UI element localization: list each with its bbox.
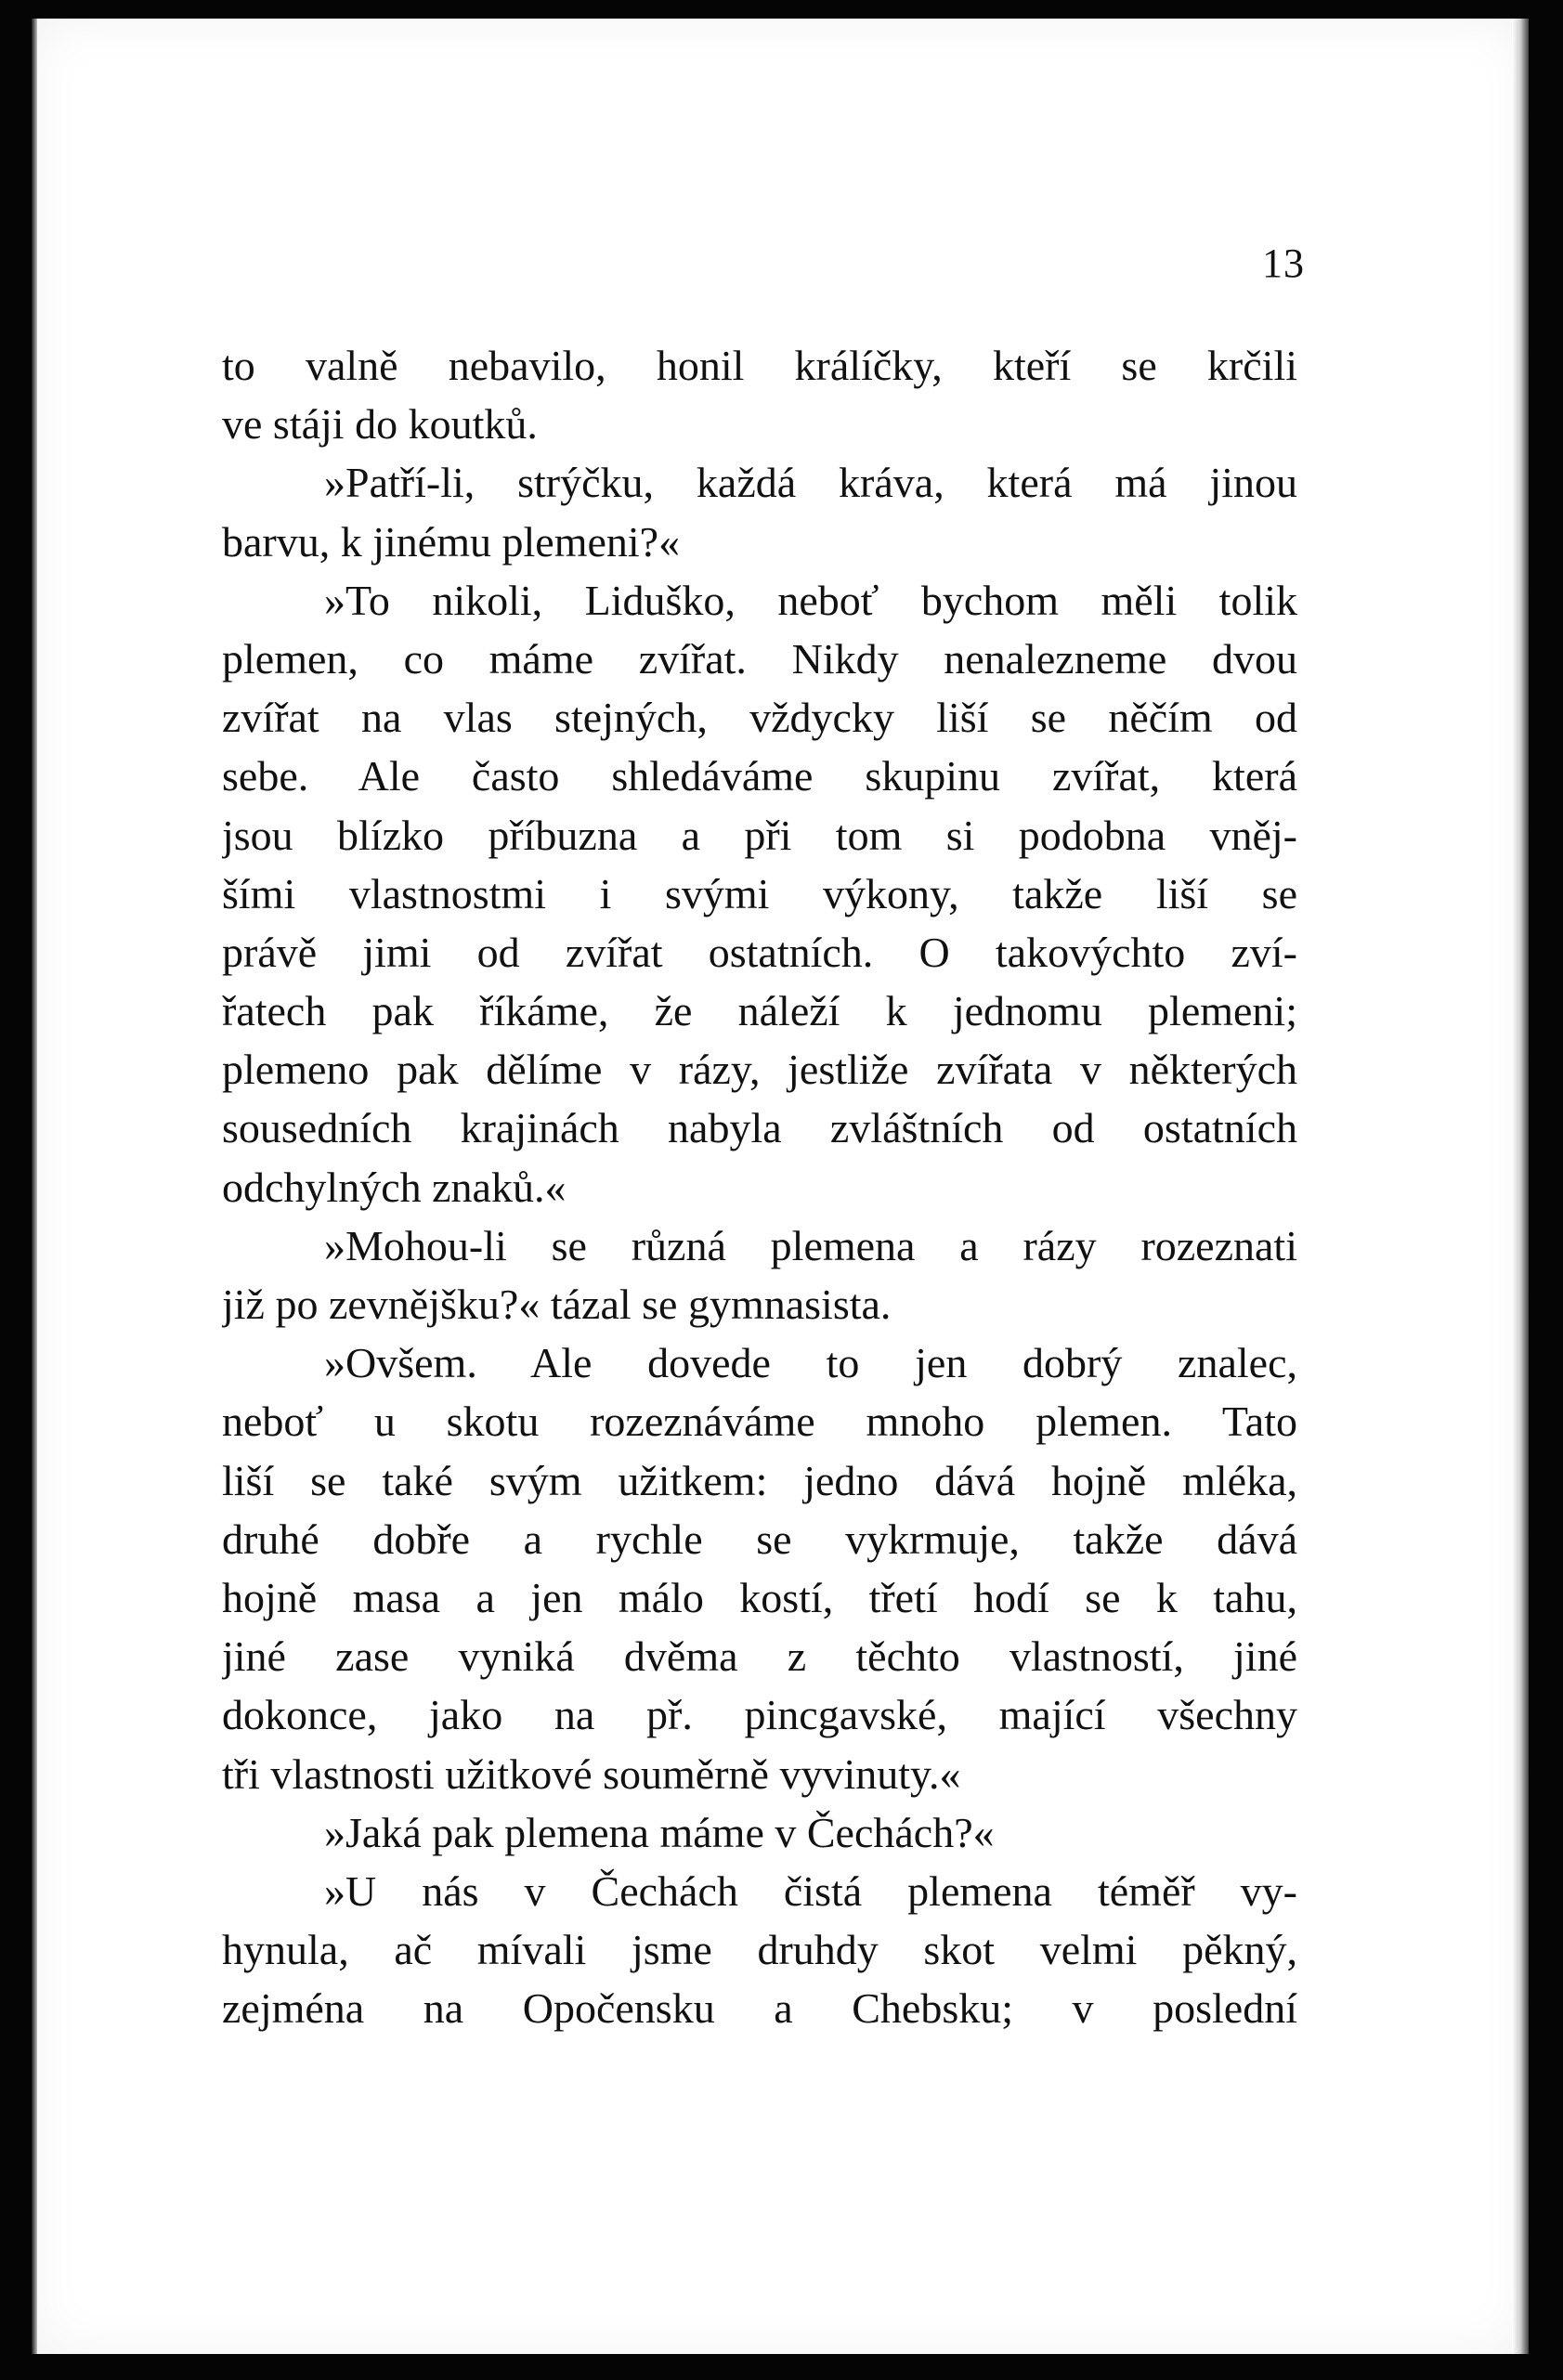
text-line: plemen, co máme zvířat. Nikdy nenalezneme dvou <box>222 634 1297 683</box>
text-line: jsou blízko příbuzna a při tom si podobna vněj- <box>222 811 1297 859</box>
text-line: barvu, k jinému plemeni?« <box>222 517 681 566</box>
text-line: hynula, ač mívali jsme druhdy skot velmi pěkný, <box>222 1926 1297 1974</box>
text-line: dokonce, jako na př. pincgavské, mající všechny <box>222 1691 1297 1739</box>
text-line: »To nikoli, Liduško, neboť bychom měli tolik <box>324 576 1297 624</box>
text-line: plemeno pak dělíme v rázy, jestliže zvířata v některých <box>222 1046 1297 1094</box>
text-line: zejména na Opočensku a Chebsku; v poslední <box>222 1984 1297 2033</box>
text-line: ve stáji do koutků. <box>222 400 538 449</box>
text-line: již po zevnějšku?« tázal se gymnasista. <box>222 1281 892 1328</box>
text-line: »Jaká pak plemena máme v Čechách?« <box>324 1808 995 1856</box>
page-number: 13 <box>1262 241 1305 286</box>
text-line: hojně masa a jen málo kostí, třetí hodí se k tahu, <box>222 1573 1297 1621</box>
text-line: právě jimi od zvířat ostatních. O takovýchto zví- <box>222 928 1297 976</box>
text-line: »Mohou-li se různá plemena a rázy rozeznati <box>324 1221 1297 1269</box>
text-line: šími vlastnostmi i svými výkony, takže liší se <box>222 869 1297 917</box>
text-line: neboť u skotu rozeznáváme mnoho plemen. Tato <box>222 1398 1297 1446</box>
body-text <box>222 336 1297 2037</box>
text-line: druhé dobře a rychle se vykrmuje, takže dává <box>222 1515 1297 1563</box>
text-line: »Patří-li, strýčku, každá kráva, která má jinou <box>324 459 1297 507</box>
text-line: »Ovšem. Ale dovede to jen dobrý znalec, <box>324 1339 1297 1387</box>
page-right-edge <box>1512 19 1529 2354</box>
text-line: jiné zase vyniká dvěma z těchto vlastností, jiné <box>222 1632 1297 1681</box>
text-line: to valně nebavilo, honil králíčky, kteří se krčili <box>222 342 1297 389</box>
text-line: tři vlastnosti užitkové souměrně vyvinuty.« <box>222 1749 961 1798</box>
text-line: zvířat na vlas stejných, vždycky liší se něčím od <box>222 694 1297 742</box>
text-line: řatech pak říkáme, že náleží k jednomu plemeni; <box>222 987 1297 1035</box>
text-line: sebe. Ale často shledáváme skupinu zvířat, která <box>222 752 1297 800</box>
text-line: liší se také svým užitkem: jedno dává hojně mléka, <box>222 1456 1297 1504</box>
page-left-edge <box>32 19 37 2354</box>
text-line: »U nás v Čechách čistá plemena téměř vy- <box>324 1866 1297 1915</box>
text-line: sousedních krajinách nabyla zvláštních od ostatních <box>222 1104 1297 1152</box>
text-line: odchylných znaků.« <box>222 1163 567 1211</box>
